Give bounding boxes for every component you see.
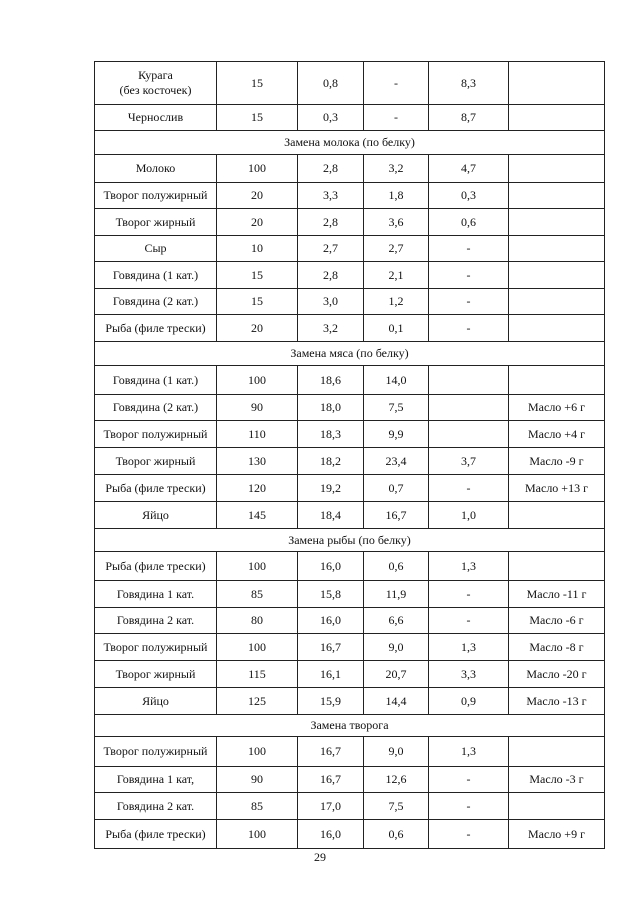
cell-protein: 15,8	[298, 581, 364, 608]
cell-fat: 2,1	[364, 262, 429, 289]
cell-carbs: 0,6	[429, 209, 509, 236]
cell-product: Творог полужирный	[95, 183, 217, 209]
cell-protein: 16,0	[298, 552, 364, 581]
cell-protein: 18,0	[298, 395, 364, 421]
table-row	[95, 661, 605, 688]
cell-carbs: 3,7	[429, 448, 509, 475]
cell-quantity: 15	[217, 105, 298, 131]
cell-quantity: 110	[217, 421, 298, 448]
cell-note	[509, 183, 605, 209]
cell-carbs	[429, 366, 509, 395]
cell-protein: 16,7	[298, 634, 364, 661]
cell-carbs: -	[429, 475, 509, 502]
table-row	[95, 105, 605, 131]
table-row	[95, 155, 605, 183]
cell-protein: 18,6	[298, 366, 364, 395]
table-row	[95, 608, 605, 634]
table-row	[95, 183, 605, 209]
cell-carbs: -	[429, 581, 509, 608]
cell-carbs: 8,3	[429, 62, 509, 105]
cell-fat: 7,5	[364, 395, 429, 421]
cell-quantity: 20	[217, 183, 298, 209]
cell-note	[509, 262, 605, 289]
table-body	[95, 62, 605, 849]
table-row	[95, 581, 605, 608]
cell-product: Рыба (филе трески)	[95, 315, 217, 342]
cell-protein: 2,7	[298, 236, 364, 262]
section-header-row	[95, 715, 605, 737]
cell-product: Говядина 1 кат,	[95, 767, 217, 793]
cell-fat: 11,9	[364, 581, 429, 608]
section-title: Замена рыбы (по белку)	[95, 529, 605, 552]
cell-fat: 1,2	[364, 289, 429, 315]
cell-note: Масло -20 г	[509, 661, 605, 688]
cell-product: Курага (без косточек)	[95, 62, 217, 105]
cell-fat: 0,6	[364, 552, 429, 581]
cell-quantity: 100	[217, 552, 298, 581]
cell-carbs	[429, 395, 509, 421]
cell-product: Творог полужирный	[95, 737, 217, 767]
section-title: Замена мяса (по белку)	[95, 342, 605, 366]
cell-fat: 23,4	[364, 448, 429, 475]
cell-carbs: -	[429, 236, 509, 262]
cell-product: Творог жирный	[95, 448, 217, 475]
cell-product: Творог полужирный	[95, 421, 217, 448]
cell-note: Масло +9 г	[509, 820, 605, 849]
cell-carbs: 8,7	[429, 105, 509, 131]
cell-note	[509, 289, 605, 315]
table-row	[95, 475, 605, 502]
cell-note	[509, 793, 605, 820]
cell-fat: 9,0	[364, 634, 429, 661]
cell-protein: 18,4	[298, 502, 364, 529]
cell-quantity: 85	[217, 581, 298, 608]
cell-product: Молоко	[95, 155, 217, 183]
table-row	[95, 767, 605, 793]
cell-note: Масло +4 г	[509, 421, 605, 448]
table-row	[95, 634, 605, 661]
cell-carbs: 0,3	[429, 183, 509, 209]
table-row	[95, 820, 605, 849]
table-row	[95, 262, 605, 289]
table-row	[95, 421, 605, 448]
cell-protein: 3,0	[298, 289, 364, 315]
cell-protein: 2,8	[298, 155, 364, 183]
cell-product: Творог жирный	[95, 661, 217, 688]
food-substitution-table	[94, 61, 605, 849]
cell-quantity: 100	[217, 366, 298, 395]
table-row	[95, 395, 605, 421]
table-row	[95, 502, 605, 529]
cell-quantity: 15	[217, 289, 298, 315]
cell-note: Масло -13 г	[509, 688, 605, 715]
cell-protein: 17,0	[298, 793, 364, 820]
cell-carbs: -	[429, 793, 509, 820]
table-row	[95, 688, 605, 715]
cell-quantity: 20	[217, 315, 298, 342]
cell-protein: 2,8	[298, 262, 364, 289]
section-title: Замена молока (по белку)	[95, 131, 605, 155]
cell-note	[509, 315, 605, 342]
section-title: Замена творога	[95, 715, 605, 737]
cell-note: Масло +13 г	[509, 475, 605, 502]
cell-fat: 1,8	[364, 183, 429, 209]
cell-fat: -	[364, 105, 429, 131]
cell-fat: 7,5	[364, 793, 429, 820]
cell-protein: 16,1	[298, 661, 364, 688]
cell-fat: 14,0	[364, 366, 429, 395]
cell-fat: 2,7	[364, 236, 429, 262]
cell-carbs: 4,7	[429, 155, 509, 183]
cell-note: Масло -3 г	[509, 767, 605, 793]
cell-quantity: 90	[217, 767, 298, 793]
cell-note	[509, 105, 605, 131]
cell-carbs: 3,3	[429, 661, 509, 688]
cell-quantity: 80	[217, 608, 298, 634]
cell-protein: 0,8	[298, 62, 364, 105]
cell-note	[509, 209, 605, 236]
cell-quantity: 100	[217, 737, 298, 767]
cell-protein: 18,3	[298, 421, 364, 448]
section-header-row	[95, 529, 605, 552]
cell-quantity: 90	[217, 395, 298, 421]
cell-note: Масло +6 г	[509, 395, 605, 421]
cell-quantity: 15	[217, 262, 298, 289]
cell-protein: 19,2	[298, 475, 364, 502]
cell-quantity: 145	[217, 502, 298, 529]
cell-product: Творог полужирный	[95, 634, 217, 661]
cell-product: Яйцо	[95, 688, 217, 715]
cell-protein: 16,0	[298, 820, 364, 849]
cell-fat: 12,6	[364, 767, 429, 793]
table-row	[95, 236, 605, 262]
cell-product: Яйцо	[95, 502, 217, 529]
cell-protein: 18,2	[298, 448, 364, 475]
cell-note	[509, 502, 605, 529]
cell-quantity: 125	[217, 688, 298, 715]
cell-quantity: 100	[217, 820, 298, 849]
cell-product: Говядина (1 кат.)	[95, 262, 217, 289]
cell-product: Говядина 1 кат.	[95, 581, 217, 608]
cell-fat: 0,7	[364, 475, 429, 502]
cell-quantity: 20	[217, 209, 298, 236]
cell-fat: 9,9	[364, 421, 429, 448]
cell-carbs: 1,3	[429, 634, 509, 661]
table-row	[95, 737, 605, 767]
cell-note	[509, 366, 605, 395]
cell-product: Говядина (1 кат.)	[95, 366, 217, 395]
cell-protein: 3,2	[298, 315, 364, 342]
table-row	[95, 793, 605, 820]
cell-carbs: 1,3	[429, 737, 509, 767]
cell-product: Рыба (филе трески)	[95, 820, 217, 849]
section-header-row	[95, 342, 605, 366]
table-row	[95, 315, 605, 342]
cell-fat: 14,4	[364, 688, 429, 715]
cell-product: Говядина 2 кат.	[95, 608, 217, 634]
cell-product: Говядина (2 кат.)	[95, 289, 217, 315]
cell-protein: 16,7	[298, 737, 364, 767]
cell-carbs: -	[429, 608, 509, 634]
cell-quantity: 130	[217, 448, 298, 475]
cell-product: Рыба (филе трески)	[95, 552, 217, 581]
table-row	[95, 448, 605, 475]
cell-fat: 0,1	[364, 315, 429, 342]
cell-product: Говядина 2 кат.	[95, 793, 217, 820]
cell-carbs: 1,0	[429, 502, 509, 529]
cell-product: Творог жирный	[95, 209, 217, 236]
cell-product: Рыба (филе трески)	[95, 475, 217, 502]
cell-fat: 3,2	[364, 155, 429, 183]
cell-fat: 3,6	[364, 209, 429, 236]
cell-carbs: -	[429, 289, 509, 315]
cell-fat: 16,7	[364, 502, 429, 529]
cell-protein: 0,3	[298, 105, 364, 131]
cell-carbs: 0,9	[429, 688, 509, 715]
cell-quantity: 10	[217, 236, 298, 262]
cell-quantity: 100	[217, 155, 298, 183]
cell-carbs: -	[429, 262, 509, 289]
cell-quantity: 100	[217, 634, 298, 661]
cell-carbs	[429, 421, 509, 448]
cell-fat: 6,6	[364, 608, 429, 634]
table-row	[95, 552, 605, 581]
cell-fat: 0,6	[364, 820, 429, 849]
page-number: 29	[314, 850, 326, 864]
cell-product: Чернослив	[95, 105, 217, 131]
cell-note	[509, 236, 605, 262]
cell-fat: 9,0	[364, 737, 429, 767]
cell-carbs: -	[429, 767, 509, 793]
cell-carbs: -	[429, 315, 509, 342]
cell-protein: 3,3	[298, 183, 364, 209]
cell-note: Масло -11 г	[509, 581, 605, 608]
cell-protein: 16,7	[298, 767, 364, 793]
cell-product: Сыр	[95, 236, 217, 262]
cell-note	[509, 155, 605, 183]
cell-product: Говядина (2 кат.)	[95, 395, 217, 421]
cell-carbs: 1,3	[429, 552, 509, 581]
table-row	[95, 366, 605, 395]
table-row	[95, 289, 605, 315]
cell-quantity: 15	[217, 62, 298, 105]
cell-note: Масло -9 г	[509, 448, 605, 475]
cell-note: Масло -6 г	[509, 608, 605, 634]
cell-note: Масло -8 г	[509, 634, 605, 661]
cell-note	[509, 552, 605, 581]
table-row	[95, 209, 605, 236]
section-header-row	[95, 131, 605, 155]
cell-fat: -	[364, 62, 429, 105]
cell-fat: 20,7	[364, 661, 429, 688]
cell-protein: 2,8	[298, 209, 364, 236]
cell-carbs: -	[429, 820, 509, 849]
cell-quantity: 120	[217, 475, 298, 502]
cell-protein: 15,9	[298, 688, 364, 715]
cell-note	[509, 737, 605, 767]
cell-quantity: 85	[217, 793, 298, 820]
cell-protein: 16,0	[298, 608, 364, 634]
table-row	[95, 62, 605, 105]
cell-note	[509, 62, 605, 105]
cell-quantity: 115	[217, 661, 298, 688]
